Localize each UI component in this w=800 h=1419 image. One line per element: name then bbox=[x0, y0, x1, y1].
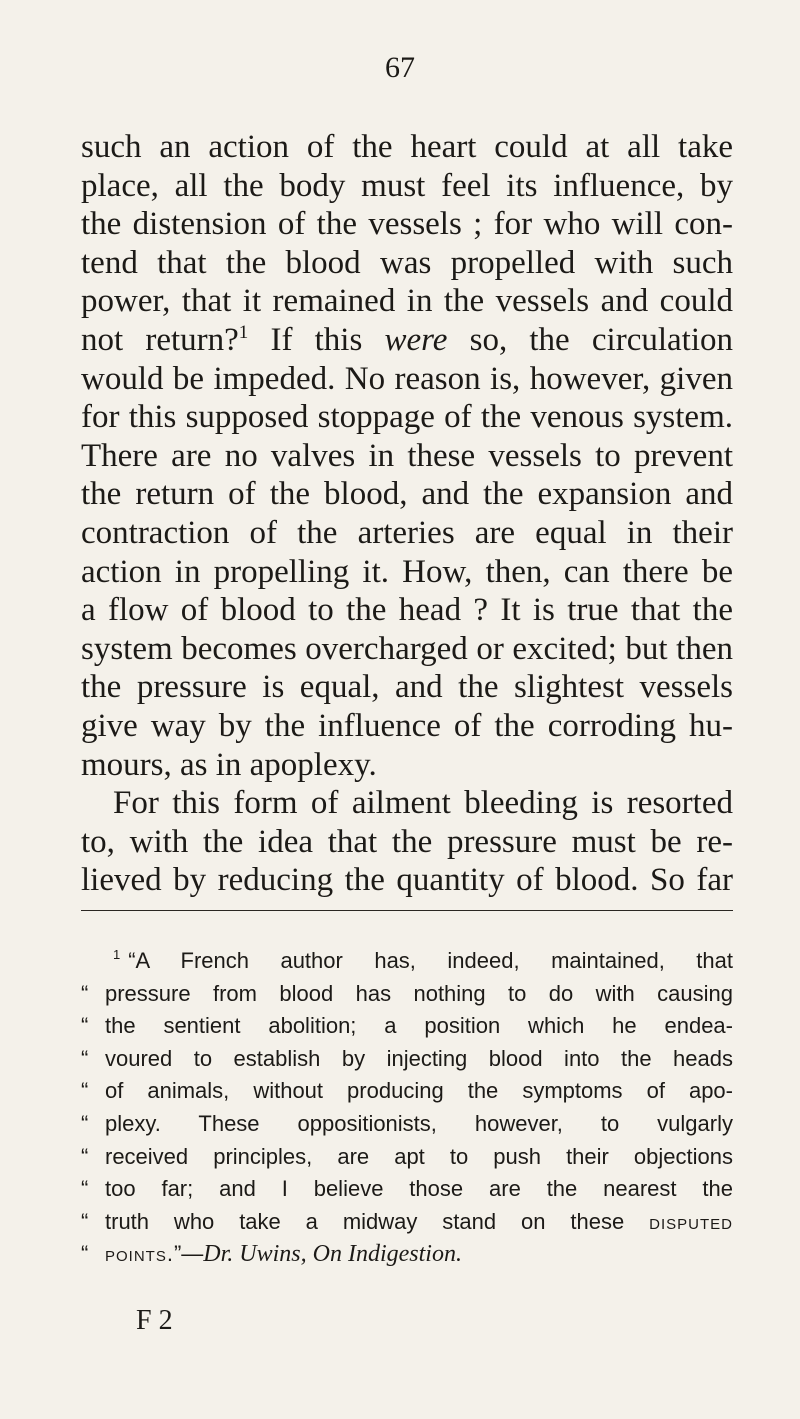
footnote-line bbox=[81, 1043, 733, 1076]
text-line: such an action of the heart could at all take bbox=[81, 129, 733, 165]
footnote-line bbox=[81, 978, 733, 1011]
footnote-line bbox=[81, 1238, 733, 1271]
page-number: 67 bbox=[385, 51, 415, 84]
footnote-reference: 1 bbox=[238, 321, 249, 343]
text-line: power, that it remained in the vessels and could bbox=[81, 283, 733, 320]
footnote-line bbox=[81, 1010, 733, 1043]
open-quote: “ bbox=[81, 1143, 89, 1169]
text-fragment: If this bbox=[248, 321, 385, 358]
text-line: mours, as in apoplexy. bbox=[81, 746, 377, 783]
text-line bbox=[81, 321, 733, 360]
text-line: a flow of blood to the head ? It is true that the bbox=[81, 592, 733, 629]
footnote-divider bbox=[81, 910, 733, 911]
open-quote: “ bbox=[81, 1241, 89, 1267]
text-fragment: so, the circulation bbox=[447, 321, 733, 358]
open-quote: “ bbox=[81, 1078, 89, 1104]
citation: Dr. Uwins, On Indigestion. bbox=[203, 1241, 462, 1268]
text-line: for this supposed stoppage of the venous system. bbox=[81, 399, 733, 436]
footnote-text: voured to establish by injecting blood into the heads bbox=[105, 1045, 733, 1071]
footnote-text: received principles, are apt to push their objections bbox=[105, 1143, 733, 1169]
body-text bbox=[81, 128, 733, 900]
text-line: tend that the blood was propelled with such bbox=[81, 244, 733, 281]
open-quote: “ bbox=[81, 1045, 89, 1071]
text-line: There are no valves in these vessels to prevent bbox=[81, 437, 733, 474]
text-line: the distension of the vessels ; for who will con- bbox=[81, 206, 733, 243]
text-fragment: not return? bbox=[81, 321, 239, 358]
small-caps-text: disputed bbox=[649, 1208, 733, 1234]
text-line: to, with the idea that the pressure must be re- bbox=[81, 823, 733, 860]
text-line: the pressure is equal, and the slightest vessels bbox=[81, 669, 733, 706]
open-quote: “ bbox=[81, 1013, 89, 1039]
footnote-line bbox=[81, 1108, 733, 1141]
footnote-text: of animals, without producing the symptoms of apo- bbox=[105, 1078, 733, 1104]
open-quote: “ bbox=[81, 1176, 89, 1202]
text-line: give way by the influence of the corroding hu- bbox=[81, 707, 733, 744]
open-quote: “ bbox=[81, 1208, 89, 1234]
footnote bbox=[81, 945, 733, 1271]
footnote-text: truth who take a midway stand on these bbox=[105, 1208, 625, 1234]
text-line: system becomes overcharged or excited; but then bbox=[81, 630, 733, 667]
footnote-text: pressure from blood has nothing to do with causing bbox=[105, 980, 733, 1006]
closing-quote: ”— bbox=[173, 1241, 204, 1267]
footnote-line bbox=[81, 945, 733, 978]
signature-mark: F 2 bbox=[136, 1305, 173, 1336]
text-line: contraction of the arteries are equal in their bbox=[81, 514, 733, 551]
footnote-line bbox=[81, 1206, 733, 1239]
small-caps-text: points. bbox=[105, 1241, 174, 1267]
open-quote: “ bbox=[81, 980, 89, 1006]
text-line: For this form of ailment bleeding is resorted bbox=[113, 785, 733, 822]
text-line: action in propelling it. How, then, can there be bbox=[81, 553, 733, 590]
open-quote: “ bbox=[81, 1110, 89, 1136]
text-line: the return of the blood, and the expansion and bbox=[81, 476, 733, 513]
footnote-number: 1 bbox=[113, 947, 121, 962]
footnote-line bbox=[81, 1075, 733, 1108]
italic-word: were bbox=[384, 321, 448, 358]
footnote-text: the sentient abolition; a position which he endea- bbox=[105, 1013, 733, 1039]
text-line: lieved by reducing the quantity of blood. So far bbox=[81, 862, 733, 899]
footnote-text: too far; and I believe those are the nearest the bbox=[105, 1176, 733, 1202]
text-line: place, all the body must feel its influence, by bbox=[81, 167, 733, 204]
text-line: would be impeded. No reason is, however, given bbox=[81, 360, 733, 397]
footnote-text: “A French author has, indeed, maintained, that bbox=[128, 948, 733, 973]
footnote-text: plexy. These oppositionists, however, to vulgarly bbox=[105, 1110, 733, 1136]
footnote-line bbox=[81, 1173, 733, 1206]
footnote-line bbox=[81, 1141, 733, 1174]
